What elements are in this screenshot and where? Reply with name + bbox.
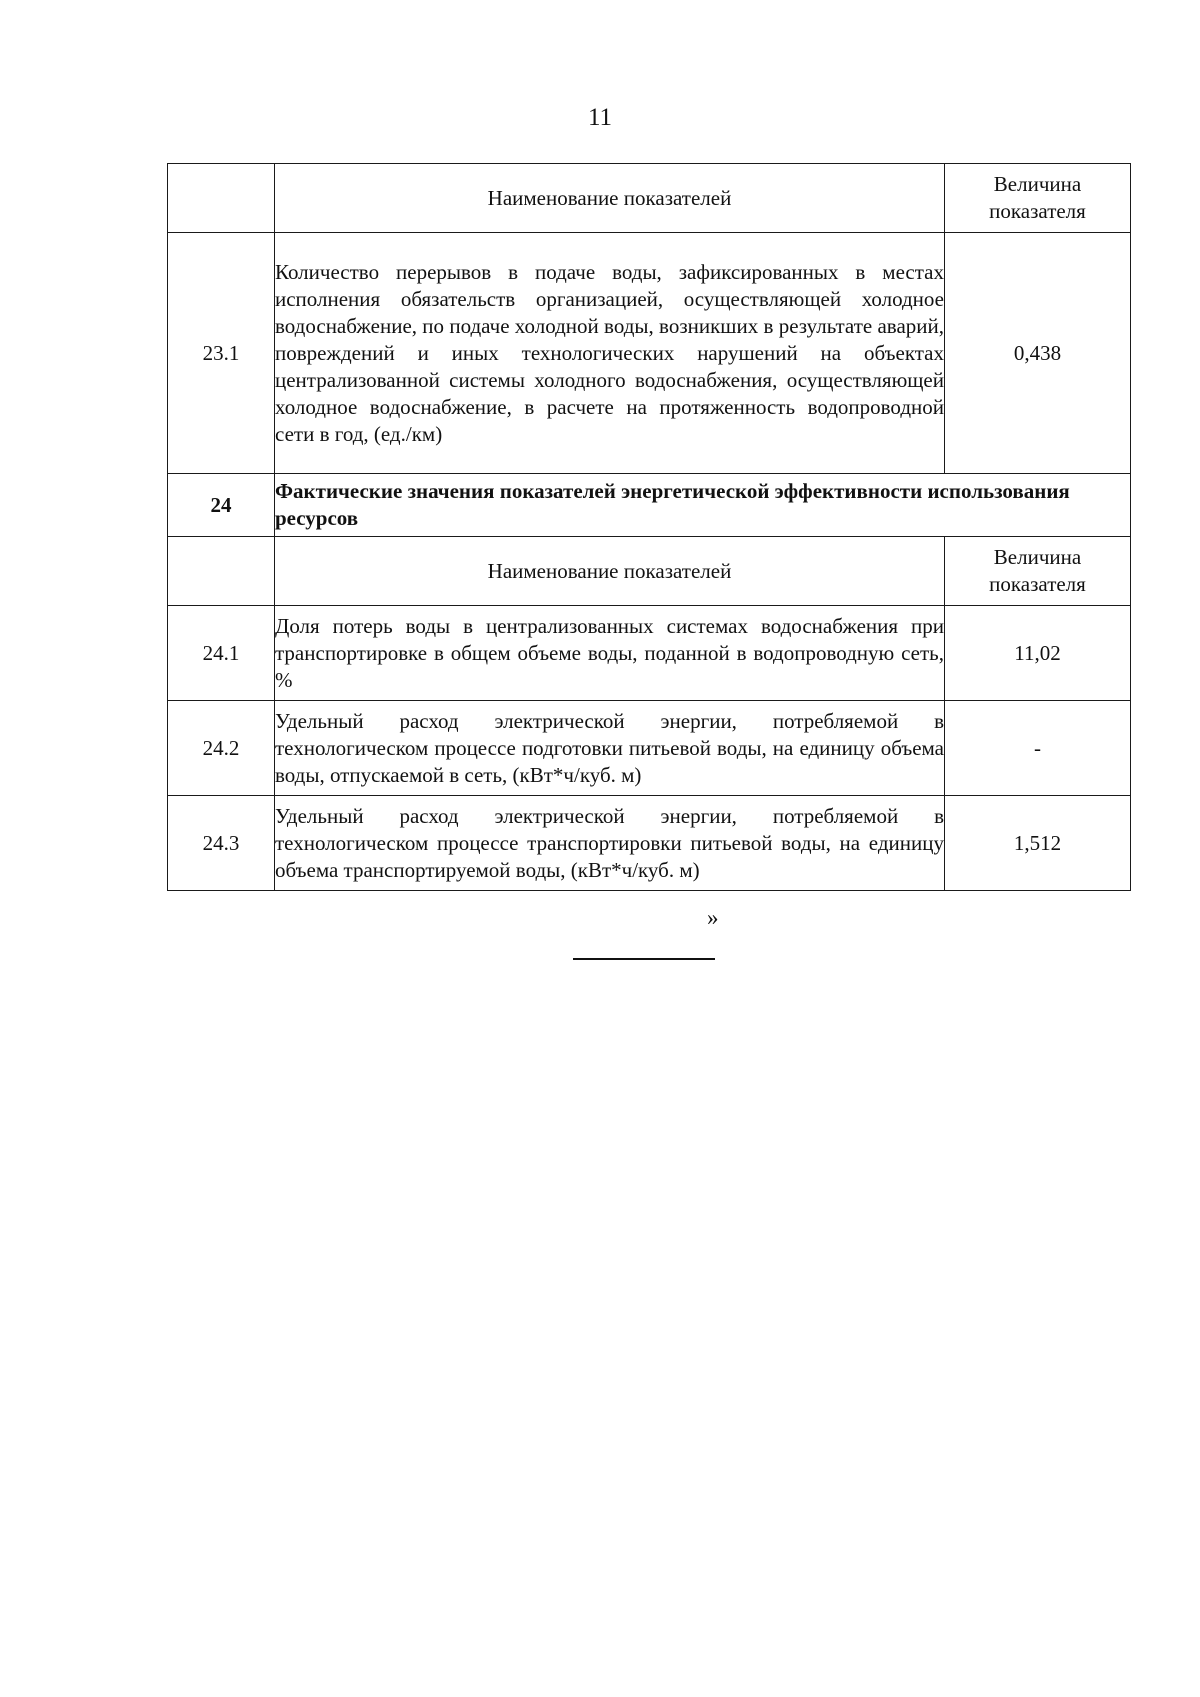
table-row xyxy=(168,233,1131,474)
header-num-cell xyxy=(168,164,275,233)
header-value-cell: Величина показателя xyxy=(945,164,1131,233)
indicator-value: 11,02 xyxy=(945,606,1131,701)
header-num-cell xyxy=(168,537,275,606)
table-header-row xyxy=(168,164,1131,233)
table-header-row xyxy=(168,537,1131,606)
indicator-value: 0,438 xyxy=(945,233,1131,474)
end-divider xyxy=(573,958,715,960)
row-number: 24.2 xyxy=(168,701,275,796)
table-row xyxy=(168,796,1131,891)
row-number: 24.3 xyxy=(168,796,275,891)
table-row xyxy=(168,606,1131,701)
indicator-name: Количество перерывов в подаче воды, зафиксированных в местах исполнения обязательств организацией, осуществляющей холодное водоснабжение, по подаче холодной воды, возникших в результате аварий, повреждений и иных технологических нарушений на объектах централизованной системы холодного водоснабжения, осуществляющей холодное водоснабжение, в расчете на протяженность водопроводной сети в год, (ед./км) xyxy=(275,233,945,474)
header-value-cell: Величина показателя xyxy=(945,537,1131,606)
indicator-name: Доля потерь воды в централизованных системах водоснабжения при транспортировке в общем объеме воды, поданной в водопроводную сеть, % xyxy=(275,606,945,701)
section-title: Фактические значения показателей энергетической эффективности использования ресурсов xyxy=(275,474,1131,537)
table-row xyxy=(168,701,1131,796)
indicator-value: - xyxy=(945,701,1131,796)
indicator-name: Удельный расход электрической энергии, потребляемой в технологическом процессе подготовки питьевой воды, на единицу объема воды, отпускаемой в сеть, (кВт*ч/куб. м) xyxy=(275,701,945,796)
indicators-table xyxy=(167,163,1131,891)
page-number: 11 xyxy=(587,104,613,131)
row-number: 24.1 xyxy=(168,606,275,701)
indicator-name: Удельный расход электрической энергии, потребляемой в технологическом процессе транспортировки питьевой воды, на единицу объема транспортируемой воды, (кВт*ч/куб. м) xyxy=(275,796,945,891)
header-name-cell: Наименование показателей xyxy=(275,537,945,606)
closing-quote: » xyxy=(707,905,719,930)
header-name-cell: Наименование показателей xyxy=(275,164,945,233)
section-number: 24 xyxy=(168,474,275,537)
section-row xyxy=(168,474,1131,537)
indicator-value: 1,512 xyxy=(945,796,1131,891)
row-number: 23.1 xyxy=(168,233,275,474)
